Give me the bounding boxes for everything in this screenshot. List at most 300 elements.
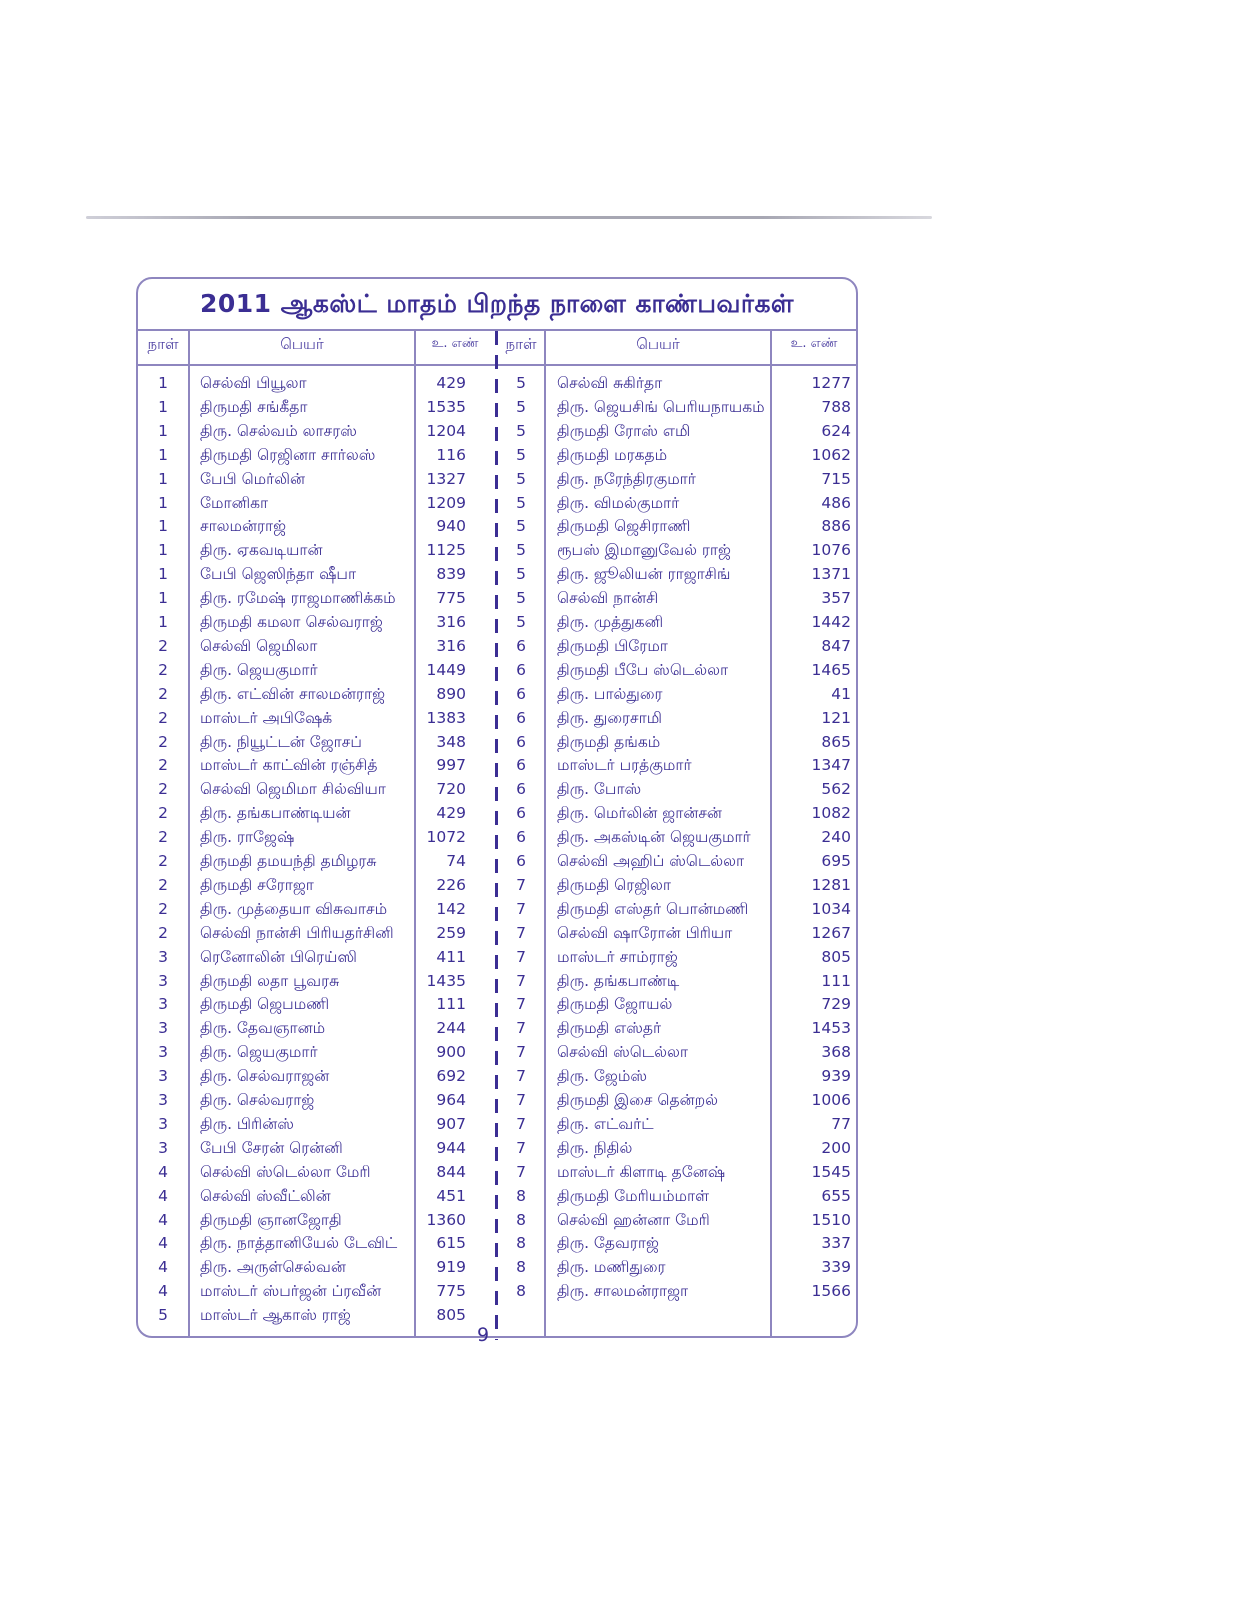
number-cell: 200	[821, 1138, 851, 1157]
day-cell: 6	[516, 780, 526, 799]
number-cell: 142	[436, 899, 466, 918]
table-row	[138, 682, 494, 706]
number-cell: 1535	[426, 397, 466, 416]
number-cell: 839	[436, 565, 466, 584]
center-divider	[495, 331, 498, 1340]
day-cell: 4	[158, 1186, 168, 1205]
day-cell: 5	[516, 541, 526, 560]
day-cell: 5	[516, 589, 526, 608]
header-number-left: உ. எண்	[431, 336, 479, 351]
day-cell: 3	[158, 1019, 168, 1038]
name-cell: மாஸ்டர் அபிஷேக்	[200, 708, 333, 727]
name-cell: திரு. ஜெயகுமார்	[200, 1043, 318, 1062]
name-cell: திருமதி மரகதம்	[557, 445, 668, 464]
number-cell: 1449	[426, 660, 466, 679]
number-cell: 844	[436, 1162, 466, 1181]
number-cell: 1545	[811, 1162, 851, 1181]
number-cell: 41	[831, 684, 851, 703]
number-cell: 847	[821, 636, 851, 655]
day-cell: 7	[516, 875, 526, 894]
name-cell: திருமதி கமலா செல்வராஜ்	[200, 613, 383, 631]
table-row	[499, 1279, 857, 1303]
name-cell: திரு. நியூட்டன் ஜோசப்	[200, 732, 362, 751]
table-row	[138, 610, 494, 634]
name-cell: திரு. போஸ்	[557, 780, 642, 799]
number-cell: 1510	[811, 1210, 851, 1229]
name-cell: திருமதி சங்கீதா	[200, 397, 308, 416]
name-cell: திருமதி பீபே ஸ்டெல்லா	[557, 660, 729, 679]
day-cell: 3	[158, 1114, 168, 1133]
table-row	[499, 1112, 857, 1136]
day-cell: 8	[516, 1186, 526, 1205]
name-cell: திரு. அருள்செல்வன்	[200, 1258, 346, 1277]
number-cell: 1442	[811, 613, 851, 631]
table-row	[138, 443, 494, 467]
number-cell: 1125	[426, 541, 466, 560]
number-cell: 624	[821, 421, 851, 440]
table-row	[499, 1088, 857, 1112]
table-row	[499, 371, 857, 395]
name-cell: திரு. ஜேம்ஸ்	[557, 1067, 647, 1086]
table-row	[138, 1016, 494, 1040]
number-cell: 121	[821, 708, 851, 727]
number-cell: 900	[436, 1043, 466, 1062]
table-row	[499, 658, 857, 682]
number-cell: 1062	[811, 445, 851, 464]
table-row	[499, 945, 857, 969]
name-cell: திரு. தங்கபாண்டி	[557, 971, 680, 990]
day-cell: 7	[516, 971, 526, 990]
table-row	[499, 1208, 857, 1232]
name-cell: மோனிகா	[200, 493, 269, 512]
number-cell: 940	[436, 517, 466, 536]
name-cell: மாஸ்டர் காட்வின் ரஞ்சித்	[200, 756, 378, 775]
table-row	[138, 467, 494, 491]
day-cell: 5	[516, 374, 526, 392]
name-cell: திருமதி சரோஜா	[200, 875, 314, 894]
number-cell: 429	[436, 374, 466, 392]
name-cell: பேபி சேரன் ரென்னி	[200, 1138, 343, 1157]
table-row	[499, 1016, 857, 1040]
name-cell: திருமதி இசை தென்றல்	[557, 1091, 719, 1109]
name-cell: திருமதி ஞானஜோதி	[200, 1210, 342, 1229]
table-row	[499, 706, 857, 730]
name-cell: திரு. தேவராஜ்	[557, 1234, 659, 1253]
table-row	[138, 1112, 494, 1136]
day-cell: 7	[516, 1019, 526, 1038]
name-cell: திரு. விமல்குமார்	[557, 493, 680, 512]
number-cell: 451	[436, 1186, 466, 1205]
table-row	[138, 395, 494, 419]
name-cell: திருமதி எஸ்தர்	[557, 1019, 662, 1038]
day-cell: 6	[516, 852, 526, 870]
name-cell: திருமதி பிரேமா	[557, 636, 668, 655]
day-cell: 5	[516, 421, 526, 440]
number-cell: 1435	[426, 971, 466, 990]
table-row	[499, 897, 857, 921]
name-cell: திரு. முத்தையா விசுவாசம்	[200, 899, 388, 918]
name-cell: திரு. ரமேஷ் ராஜமாணிக்கம்	[200, 589, 396, 608]
table-row	[499, 562, 857, 586]
day-cell: 8	[516, 1282, 526, 1301]
table-row	[138, 1208, 494, 1232]
table-row	[499, 1160, 857, 1184]
day-cell: 5	[158, 1306, 168, 1325]
day-cell: 8	[516, 1258, 526, 1277]
name-cell: திரு. தேவஞானம்	[200, 1019, 326, 1038]
number-cell: 111	[436, 995, 466, 1014]
table-row	[138, 849, 494, 873]
name-cell: திரு. அகஸ்டின் ஜெயகுமார்	[557, 828, 751, 847]
number-cell: 944	[436, 1138, 466, 1157]
table-row	[499, 682, 857, 706]
birthday-table	[136, 277, 858, 1338]
number-cell: 919	[436, 1258, 466, 1277]
number-cell: 907	[436, 1114, 466, 1133]
name-cell: திரு. ஜூலியன் ராஜாசிங்	[557, 565, 731, 584]
number-cell: 1072	[426, 828, 466, 847]
name-cell: திரு. சாலமன்ராஜா	[557, 1282, 689, 1301]
table-row	[499, 395, 857, 419]
day-cell: 6	[516, 804, 526, 823]
name-cell: சாலமன்ராஜ்	[200, 517, 287, 536]
number-cell: 240	[821, 828, 851, 847]
day-cell: 2	[158, 636, 168, 655]
number-cell: 775	[436, 1282, 466, 1301]
table-row	[499, 443, 857, 467]
table-row	[499, 419, 857, 443]
table-row	[138, 658, 494, 682]
table-row	[138, 706, 494, 730]
name-cell: திரு. தங்கபாண்டியன்	[200, 804, 351, 823]
number-cell: 1076	[811, 541, 851, 560]
name-cell: செல்வி ஜெமிமா சில்வியா	[200, 780, 386, 799]
day-cell: 2	[158, 923, 168, 942]
day-cell: 3	[158, 1043, 168, 1062]
name-cell: திரு. ஏகவடியான்	[200, 541, 323, 560]
page-title: 2011 ஆகஸ்ட் மாதம் பிறந்த நாளை காண்பவர்கள்	[138, 279, 856, 331]
number-cell: 1209	[426, 493, 466, 512]
name-cell: திரு. நரேந்திரகுமார்	[557, 469, 696, 488]
day-cell: 1	[158, 613, 168, 631]
name-cell: திரு. மணிதுரை	[557, 1258, 666, 1277]
day-cell: 4	[158, 1282, 168, 1301]
number-cell: 939	[821, 1067, 851, 1086]
number-cell: 226	[436, 875, 466, 894]
number-cell: 805	[821, 947, 851, 966]
day-cell: 5	[516, 397, 526, 416]
number-cell: 368	[821, 1043, 851, 1062]
day-cell: 1	[158, 565, 168, 584]
table-row	[138, 538, 494, 562]
name-cell: பேபி மெர்லின்	[200, 469, 306, 488]
name-cell: திரு. செல்வராஜ்	[200, 1091, 315, 1109]
day-cell: 2	[158, 828, 168, 847]
table-row	[138, 514, 494, 538]
day-cell: 5	[516, 565, 526, 584]
number-cell: 77	[831, 1114, 851, 1133]
table-row	[499, 1136, 857, 1160]
day-cell: 2	[158, 708, 168, 727]
table-row	[499, 873, 857, 897]
name-cell: மாஸ்டர் பரத்குமார்	[557, 756, 692, 775]
table-row	[138, 419, 494, 443]
table-row	[499, 586, 857, 610]
day-cell: 4	[158, 1258, 168, 1277]
day-cell: 2	[158, 852, 168, 870]
day-cell: 3	[158, 995, 168, 1014]
table-row	[499, 825, 857, 849]
name-cell: திருமதி ரோஸ் எமி	[557, 421, 691, 440]
name-cell: திரு. மெர்லின் ஜான்சன்	[557, 804, 722, 823]
name-cell: செல்வி நான்சி	[557, 589, 659, 608]
number-cell: 997	[436, 756, 466, 775]
table-row	[499, 514, 857, 538]
day-cell: 3	[158, 947, 168, 966]
name-cell: திரு. செல்வராஜன்	[200, 1067, 330, 1086]
table-row	[138, 1160, 494, 1184]
number-cell: 692	[436, 1067, 466, 1086]
table-row	[499, 610, 857, 634]
name-cell: திரு. ஜெயகுமார்	[200, 660, 318, 679]
number-cell: 1204	[426, 421, 466, 440]
number-cell: 886	[821, 517, 851, 536]
day-cell: 6	[516, 756, 526, 775]
number-cell: 357	[821, 589, 851, 608]
day-cell: 1	[158, 493, 168, 512]
name-cell: திருமதி லதா பூவரசு	[200, 971, 340, 990]
table-row	[138, 1255, 494, 1279]
day-cell: 1	[158, 541, 168, 560]
table-row	[138, 992, 494, 1016]
day-cell: 3	[158, 971, 168, 990]
number-cell: 1281	[811, 875, 851, 894]
name-cell: மாஸ்டர் சாம்ராஜ்	[557, 947, 678, 966]
table-row	[138, 634, 494, 658]
day-cell: 5	[516, 469, 526, 488]
table-row	[138, 371, 494, 395]
number-cell: 339	[821, 1258, 851, 1277]
table-row	[138, 1231, 494, 1255]
name-cell: ரூபஸ் இமானுவேல் ராஜ்	[557, 541, 731, 560]
day-cell: 7	[516, 899, 526, 918]
table-row	[499, 467, 857, 491]
number-cell: 890	[436, 684, 466, 703]
number-cell: 1360	[426, 1210, 466, 1229]
number-cell: 348	[436, 732, 466, 751]
number-cell: 1383	[426, 708, 466, 727]
day-cell: 6	[516, 708, 526, 727]
name-cell: செல்வி ஸ்வீட்லின்	[200, 1186, 331, 1205]
name-cell: திருமதி தங்கம்	[557, 732, 661, 751]
day-cell: 1	[158, 421, 168, 440]
day-cell: 2	[158, 780, 168, 799]
table-row	[138, 586, 494, 610]
number-cell: 1006	[811, 1091, 851, 1109]
day-cell: 8	[516, 1234, 526, 1253]
day-cell: 4	[158, 1162, 168, 1181]
name-cell: திருமதி தமயந்தி தமிழரசு	[200, 852, 377, 870]
table-row	[138, 825, 494, 849]
day-cell: 5	[516, 517, 526, 536]
day-cell: 5	[516, 493, 526, 512]
table-row	[499, 777, 857, 801]
day-cell: 7	[516, 1067, 526, 1086]
name-cell: செல்வி ஸ்டெல்லா மேரி	[200, 1162, 371, 1181]
day-cell: 2	[158, 732, 168, 751]
number-cell: 562	[821, 780, 851, 799]
name-cell: திருமதி ஜோயல்	[557, 995, 673, 1014]
table-row	[138, 1040, 494, 1064]
name-cell: திரு. ராஜேஷ்	[200, 828, 295, 847]
table-row	[499, 634, 857, 658]
number-cell: 1566	[811, 1282, 851, 1301]
header-name-left: பெயர்	[280, 335, 324, 353]
day-cell: 2	[158, 875, 168, 894]
day-cell: 6	[516, 636, 526, 655]
table-row	[499, 730, 857, 754]
table-row	[499, 538, 857, 562]
name-cell: திரு. முத்துகனி	[557, 613, 664, 631]
name-cell: திரு. பால்துரை	[557, 684, 663, 703]
number-cell: 337	[821, 1234, 851, 1253]
table-row	[138, 921, 494, 945]
table-row	[499, 1255, 857, 1279]
table-row	[138, 1136, 494, 1160]
day-cell: 7	[516, 1138, 526, 1157]
header-underline-right	[498, 364, 856, 366]
day-cell: 7	[516, 1043, 526, 1062]
day-cell: 1	[158, 445, 168, 464]
day-cell: 7	[516, 995, 526, 1014]
table-row	[499, 1040, 857, 1064]
table-row	[499, 491, 857, 515]
header-day-right: நாள்	[505, 335, 537, 353]
day-cell: 7	[516, 923, 526, 942]
number-cell: 411	[436, 947, 466, 966]
name-cell: செல்வி பியூலா	[200, 374, 307, 392]
day-cell: 7	[516, 1091, 526, 1109]
name-cell: செல்வி அஹிப் ஸ்டெல்லா	[557, 852, 745, 870]
number-cell: 429	[436, 804, 466, 823]
number-cell: 1327	[426, 469, 466, 488]
number-cell: 1347	[811, 756, 851, 775]
name-cell: திருமதி ரெஜினா சார்லஸ்	[200, 445, 376, 464]
name-cell: மாஸ்டர் ஆகாஸ் ராஜ்	[200, 1306, 351, 1325]
number-cell: 720	[436, 780, 466, 799]
table-row	[138, 1088, 494, 1112]
number-cell: 1371	[811, 565, 851, 584]
table-row	[138, 753, 494, 777]
table-row	[499, 801, 857, 825]
day-cell: 1	[158, 397, 168, 416]
day-cell: 2	[158, 660, 168, 679]
name-cell: செல்வி சுகிர்தா	[557, 374, 663, 392]
day-cell: 3	[158, 1067, 168, 1086]
day-cell: 6	[516, 660, 526, 679]
number-cell: 775	[436, 589, 466, 608]
name-cell: செல்வி ஷாரோன் பிரியா	[557, 923, 733, 942]
table-row	[138, 1279, 494, 1303]
number-cell: 715	[821, 469, 851, 488]
name-cell: திரு. பிரின்ஸ்	[200, 1114, 294, 1133]
header-number-right: உ. எண்	[790, 336, 838, 351]
day-cell: 6	[516, 828, 526, 847]
day-cell: 2	[158, 899, 168, 918]
number-cell: 1465	[811, 660, 851, 679]
day-cell: 8	[516, 1210, 526, 1229]
table-row	[138, 969, 494, 993]
name-cell: மாஸ்டர் கிளாடி தனேஷ்	[557, 1162, 726, 1181]
name-cell: திரு. ஜெயசிங் பெரியநாயகம்	[557, 397, 765, 416]
day-cell: 6	[516, 732, 526, 751]
day-cell: 3	[158, 1091, 168, 1109]
day-cell: 1	[158, 517, 168, 536]
name-cell: திருமதி மேரியம்மாள்	[557, 1186, 710, 1205]
table-row	[138, 730, 494, 754]
name-cell: திரு. செல்வம் லாசரஸ்	[200, 421, 357, 440]
name-cell: திரு. துரைசாமி	[557, 708, 662, 727]
number-cell: 615	[436, 1234, 466, 1253]
number-cell: 695	[821, 852, 851, 870]
name-cell: செல்வி நான்சி பிரியதர்சினி	[200, 923, 394, 942]
day-cell: 4	[158, 1234, 168, 1253]
name-cell: செல்வி ஸ்டெல்லா	[557, 1043, 688, 1062]
name-cell: திரு. நாத்தானியேல் டேவிட்	[200, 1234, 398, 1253]
number-cell: 729	[821, 995, 851, 1014]
number-cell: 805	[436, 1306, 466, 1325]
number-cell: 316	[436, 636, 466, 655]
day-cell: 1	[158, 469, 168, 488]
table-row	[138, 801, 494, 825]
number-cell: 74	[446, 852, 466, 870]
name-cell: திருமதி எஸ்தர் பொன்மணி	[557, 899, 749, 918]
day-cell: 6	[516, 684, 526, 703]
table-row	[499, 753, 857, 777]
name-cell: மாஸ்டர் ஸ்பர்ஜன் ப்ரவீன்	[200, 1282, 382, 1301]
number-cell: 865	[821, 732, 851, 751]
number-cell: 486	[821, 493, 851, 512]
day-cell: 2	[158, 804, 168, 823]
name-cell: திரு. எட்வர்ட்	[557, 1114, 654, 1133]
header-day-left: நாள்	[147, 335, 179, 353]
day-cell: 7	[516, 1162, 526, 1181]
table-row	[138, 897, 494, 921]
number-cell: 964	[436, 1091, 466, 1109]
table-row	[138, 1184, 494, 1208]
day-cell: 7	[516, 1114, 526, 1133]
day-cell: 5	[516, 613, 526, 631]
day-cell: 2	[158, 756, 168, 775]
number-cell: 111	[821, 971, 851, 990]
number-cell: 788	[821, 397, 851, 416]
table-row	[138, 1303, 494, 1327]
name-cell: செல்வி ஹன்னா மேரி	[557, 1210, 710, 1229]
table-row	[138, 873, 494, 897]
table-row	[499, 1064, 857, 1088]
number-cell: 316	[436, 613, 466, 631]
day-cell: 1	[158, 374, 168, 392]
number-cell: 244	[436, 1019, 466, 1038]
table-row	[138, 562, 494, 586]
table-row	[138, 777, 494, 801]
name-cell: செல்வி ஜெமிலா	[200, 636, 318, 655]
name-cell: திருமதி ஜெசிராணி	[557, 517, 691, 536]
table-row	[499, 849, 857, 873]
table-row	[138, 945, 494, 969]
table-row	[138, 1064, 494, 1088]
name-cell: திருமதி ரெஜிலா	[557, 875, 671, 894]
